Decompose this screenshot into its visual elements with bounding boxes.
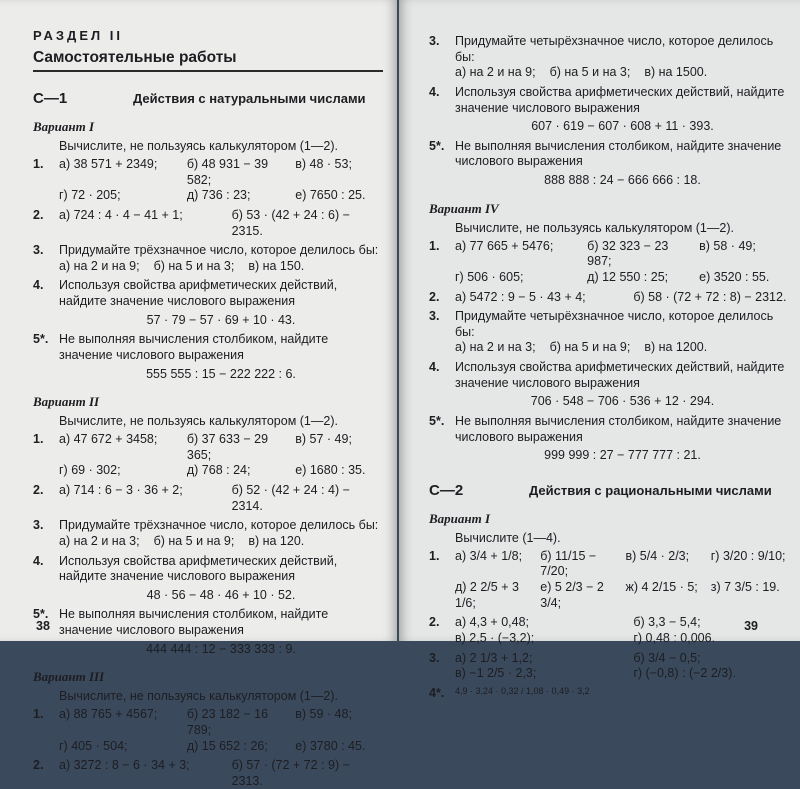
task-items <box>455 65 790 81</box>
chapter-heading <box>429 482 790 499</box>
task-1 <box>33 157 383 204</box>
task-item: б) 58 · (72 + 72 : 8) − 2312. <box>633 289 787 304</box>
task-1 <box>429 239 790 286</box>
task-number: 1. <box>429 238 440 253</box>
task-item: в) на 1200. <box>644 340 708 355</box>
task-item: а) 724 : 4 · 4 − 41 + 1; <box>59 207 183 222</box>
task-item: а) 88 765 + 4567; <box>59 707 158 722</box>
variant-intro: Вычислите, не пользуясь калькулятором (1—2). <box>59 414 338 429</box>
task-item: а) 77 665 + 5476; <box>455 238 554 253</box>
task-item: а) на 2 и на 9; <box>455 65 536 80</box>
task-expression: 555 555 : 15 − 222 222 : 6. <box>146 366 296 381</box>
task-item: з) 7 3/5 : 19. <box>710 580 780 594</box>
task-expression: 4,9 · 3,24 · 0,32 / 1,08 · 0,49 · 3,2 <box>455 685 590 696</box>
task-item: б) 23 182 − 16 789; <box>186 707 269 737</box>
task-item: в) 59 · 48; <box>295 707 352 722</box>
task-body <box>59 518 383 549</box>
task-item: г) 72 · 205; <box>59 188 121 203</box>
task-1 <box>429 549 790 612</box>
variant-title: Вариант IV <box>429 200 499 216</box>
task-5 <box>33 332 383 382</box>
task-item: в) на 150. <box>248 258 305 273</box>
task-text: Используя свойства арифметических действий, найдите значение числового выражения <box>455 360 785 390</box>
chapter-code: С—2 <box>429 481 464 499</box>
task-item: а) 5472 : 9 − 5 · 43 + 4; <box>455 289 586 304</box>
task-item: б) 52 · (42 + 24 : 4) − 2314. <box>231 483 350 513</box>
task-number: 4. <box>33 553 44 568</box>
task-item: д) 2 2/5 + 3 1/6; <box>455 580 519 610</box>
task-number: 2. <box>429 289 440 304</box>
task-2 <box>33 483 383 514</box>
chapter-heading <box>33 90 383 107</box>
task-number: 3. <box>33 518 44 533</box>
task-body <box>455 139 790 189</box>
task-items <box>59 534 383 550</box>
task-3 <box>429 309 790 356</box>
task-item: а) 47 672 + 3458; <box>59 432 158 447</box>
task-number: 4. <box>33 278 44 293</box>
task-2 <box>33 208 383 239</box>
task-4 <box>429 360 790 410</box>
task-body <box>455 414 790 464</box>
task-item: д) 12 550 : 25; <box>587 269 669 284</box>
task-body <box>455 309 790 356</box>
task-item: а) 714 : 6 − 3 · 36 + 2; <box>59 483 183 497</box>
chapter-title: Действия с рациональными числами <box>529 482 772 498</box>
task-3 <box>429 651 790 682</box>
task-number: 3. <box>429 650 440 665</box>
task-text: Придумайте трёхзначное число, которое делилось бы: <box>59 518 379 533</box>
task-item: в) −1 2/5 · 2,3; <box>455 666 537 681</box>
task-item: а) 38 571 + 2349; <box>59 157 158 171</box>
task-items <box>455 615 790 646</box>
task-items <box>455 651 790 682</box>
task-number: 2. <box>429 615 440 630</box>
task-item: г) 0,48 : 0,006. <box>633 630 716 645</box>
section-label: РАЗДЕЛ II <box>33 28 123 43</box>
task-expression: 607 · 619 − 607 · 608 + 11 · 393. <box>531 119 714 134</box>
task-body <box>455 360 790 410</box>
task-text: Используя свойства арифметических действий, найдите значение числового выражения <box>455 84 785 115</box>
task-items <box>59 259 383 275</box>
task-item: а) 4,3 + 0,48; <box>455 615 530 630</box>
task-item: г) 405 · 504; <box>59 738 128 753</box>
task-4 <box>429 686 790 702</box>
task-item: а) на 2 и на 3; <box>455 340 536 355</box>
task-body <box>59 554 383 604</box>
task-items <box>59 208 383 239</box>
task-2 <box>33 758 383 789</box>
task-2 <box>429 615 790 646</box>
task-number: 1. <box>429 548 440 563</box>
task-item: б) 11/15 − 7/20; <box>540 548 597 579</box>
task-1 <box>33 707 383 754</box>
task-item: ж) 4 2/15 · 5; <box>625 580 698 594</box>
task-item: б) 3,3 − 5,4; <box>633 615 701 630</box>
task-item: в) 5/4 · 2/3; <box>625 548 690 563</box>
task-4 <box>33 554 383 604</box>
task-item: б) 53 · (42 + 24 : 6) − 2315. <box>231 207 350 238</box>
task-number: 2. <box>33 207 44 222</box>
task-item: е) 7650 : 25. <box>295 188 366 203</box>
task-item: д) 15 652 : 26; <box>186 738 268 753</box>
task-item: в) 48 · 53; <box>295 157 352 171</box>
task-body <box>59 278 383 328</box>
task-body <box>455 85 790 135</box>
task-expression: 444 444 : 12 − 333 333 : 9. <box>146 641 296 656</box>
variant-title: Вариант I <box>429 510 491 526</box>
task-5 <box>429 139 790 189</box>
task-item: б) 3/4 − 0,5; <box>633 650 701 665</box>
task-items <box>59 483 383 514</box>
task-number: 4. <box>429 360 440 374</box>
task-text: Не выполняя вычисления столбиком, найдите значение числового выражения <box>59 332 329 362</box>
task-item: в) на 120. <box>248 533 305 548</box>
task-item: в) 2,5 · (−3,2); <box>455 630 535 645</box>
task-item: б) 48 931 − 39 582; <box>186 157 269 187</box>
task-text: Не выполняя вычисления столбиком, найдите значение числового выражения <box>455 138 782 169</box>
variant-title: Вариант II <box>33 394 100 410</box>
left-page <box>0 0 397 788</box>
task-item: в) 57 · 49; <box>295 432 352 447</box>
task-item: б) 57 · (72 + 72 : 9) − 2313. <box>231 758 350 788</box>
task-items <box>455 239 790 286</box>
task-text: Не выполняя вычисления столбиком, найдите значение числового выражения <box>455 413 782 444</box>
task-4 <box>33 278 383 328</box>
task-item: е) 3780 : 45. <box>295 738 366 753</box>
task-number: 5*. <box>33 607 49 622</box>
task-items <box>455 340 790 356</box>
task-item: е) 3520 : 55. <box>699 269 770 284</box>
section-title: Самостоятельные работы <box>33 49 383 72</box>
variant-intro: Вычислите, не пользуясь калькулятором (1—2). <box>59 689 338 704</box>
task-body <box>59 332 383 382</box>
task-items <box>59 432 383 479</box>
task-text: Придумайте трёхзначное число, которое делилось бы: <box>59 243 379 258</box>
task-expression: 48 · 56 − 48 · 46 + 10 · 52. <box>146 587 296 602</box>
task-item: а) на 2 и на 9; <box>59 258 140 273</box>
variant-intro: Вычислите (1—4). <box>455 530 561 545</box>
task-5 <box>33 607 383 657</box>
task-item: б) на 5 и на 9; <box>549 340 631 355</box>
task-item: г) 506 · 605; <box>455 269 524 284</box>
task-body <box>59 607 383 657</box>
task-number: 1. <box>33 707 44 722</box>
variant-intro: Вычислите, не пользуясь калькулятором (1—2). <box>455 220 734 235</box>
task-number: 4*. <box>429 685 445 700</box>
task-body <box>59 243 383 274</box>
task-expression: 888 888 : 24 − 666 666 : 18. <box>544 173 701 187</box>
task-item: е) 1680 : 35. <box>295 463 366 478</box>
task-item: д) 736 : 23; <box>186 188 251 203</box>
task-number: 2. <box>33 758 44 773</box>
task-items <box>455 290 790 306</box>
chapter-title: Действия с натуральными числами <box>133 91 366 106</box>
task-items <box>59 157 383 204</box>
task-2 <box>429 290 790 306</box>
task-item: в) 58 · 49; <box>699 238 756 253</box>
task-text: Придумайте четырёхзначное число, которое делилось бы: <box>455 309 774 339</box>
task-number: 5*. <box>33 332 49 347</box>
variant-title: Вариант III <box>33 669 105 685</box>
variant-title: Вариант I <box>33 119 95 134</box>
task-expression: 706 · 548 − 706 · 536 + 12 · 294. <box>530 394 715 409</box>
page-number: 38 <box>36 619 50 633</box>
task-item: б) 32 323 − 23 987; <box>587 238 669 269</box>
task-item: а) 3/4 + 1/8; <box>455 548 523 563</box>
task-number: 1. <box>33 157 44 171</box>
task-item: д) 768 : 24; <box>186 463 251 478</box>
task-number: 3. <box>429 309 440 324</box>
task-1 <box>33 432 383 479</box>
task-3 <box>33 243 383 274</box>
task-item: б) на 5 и на 3; <box>153 258 235 273</box>
chapter-code: С—1 <box>33 90 68 107</box>
task-text: Не выполняя вычисления столбиком, найдите значение числового выражения <box>59 607 329 637</box>
task-expression: 999 999 : 27 − 777 777 : 21. <box>544 448 701 463</box>
task-number: 4. <box>429 84 440 99</box>
task-item: а) 3272 : 8 − 6 · 34 + 3; <box>59 758 190 773</box>
task-text: Используя свойства арифметических действий, найдите значение числового выражения <box>59 553 338 584</box>
task-number: 5*. <box>429 413 445 428</box>
task-5 <box>429 414 790 464</box>
task-number: 5*. <box>429 138 445 153</box>
task-items <box>455 549 790 612</box>
task-4 <box>429 85 790 135</box>
task-expression: 57 · 79 − 57 · 69 + 10 · 43. <box>146 312 296 327</box>
task-item: е) 5 2/3 − 2 3/4; <box>540 580 604 610</box>
task-body <box>455 34 790 81</box>
task-item: а) на 2 и на 3; <box>59 533 140 548</box>
task-item: б) 37 633 − 29 365; <box>186 432 269 462</box>
task-item: г) (−0,8) : (−2 2/3). <box>633 666 736 681</box>
task-items <box>59 758 383 789</box>
task-item: в) на 1500. <box>644 65 708 80</box>
task-item: а) 2 1/3 + 1,2; <box>455 650 533 665</box>
task-3 <box>429 34 790 81</box>
task-text: Придумайте четырёхзначное число, которое делилось бы: <box>455 34 774 64</box>
task-text: Используя свойства арифметических действий, найдите значение числового выражения <box>59 278 338 308</box>
task-number: 2. <box>33 483 44 497</box>
task-number: 3. <box>33 243 44 258</box>
right-page <box>399 0 800 700</box>
task-item: г) 69 · 302; <box>59 463 121 478</box>
variant-intro: Вычислите, не пользуясь калькулятором (1—2). <box>59 139 338 153</box>
task-number: 3. <box>429 34 440 48</box>
task-number: 1. <box>33 432 44 447</box>
task-item: г) 3/20 : 9/10; <box>710 548 786 563</box>
page-number: 39 <box>744 619 758 633</box>
task-items <box>59 707 383 754</box>
task-item: б) на 5 и на 3; <box>549 65 631 80</box>
task-item: б) на 5 и на 9; <box>153 533 235 548</box>
task-3 <box>33 518 383 549</box>
